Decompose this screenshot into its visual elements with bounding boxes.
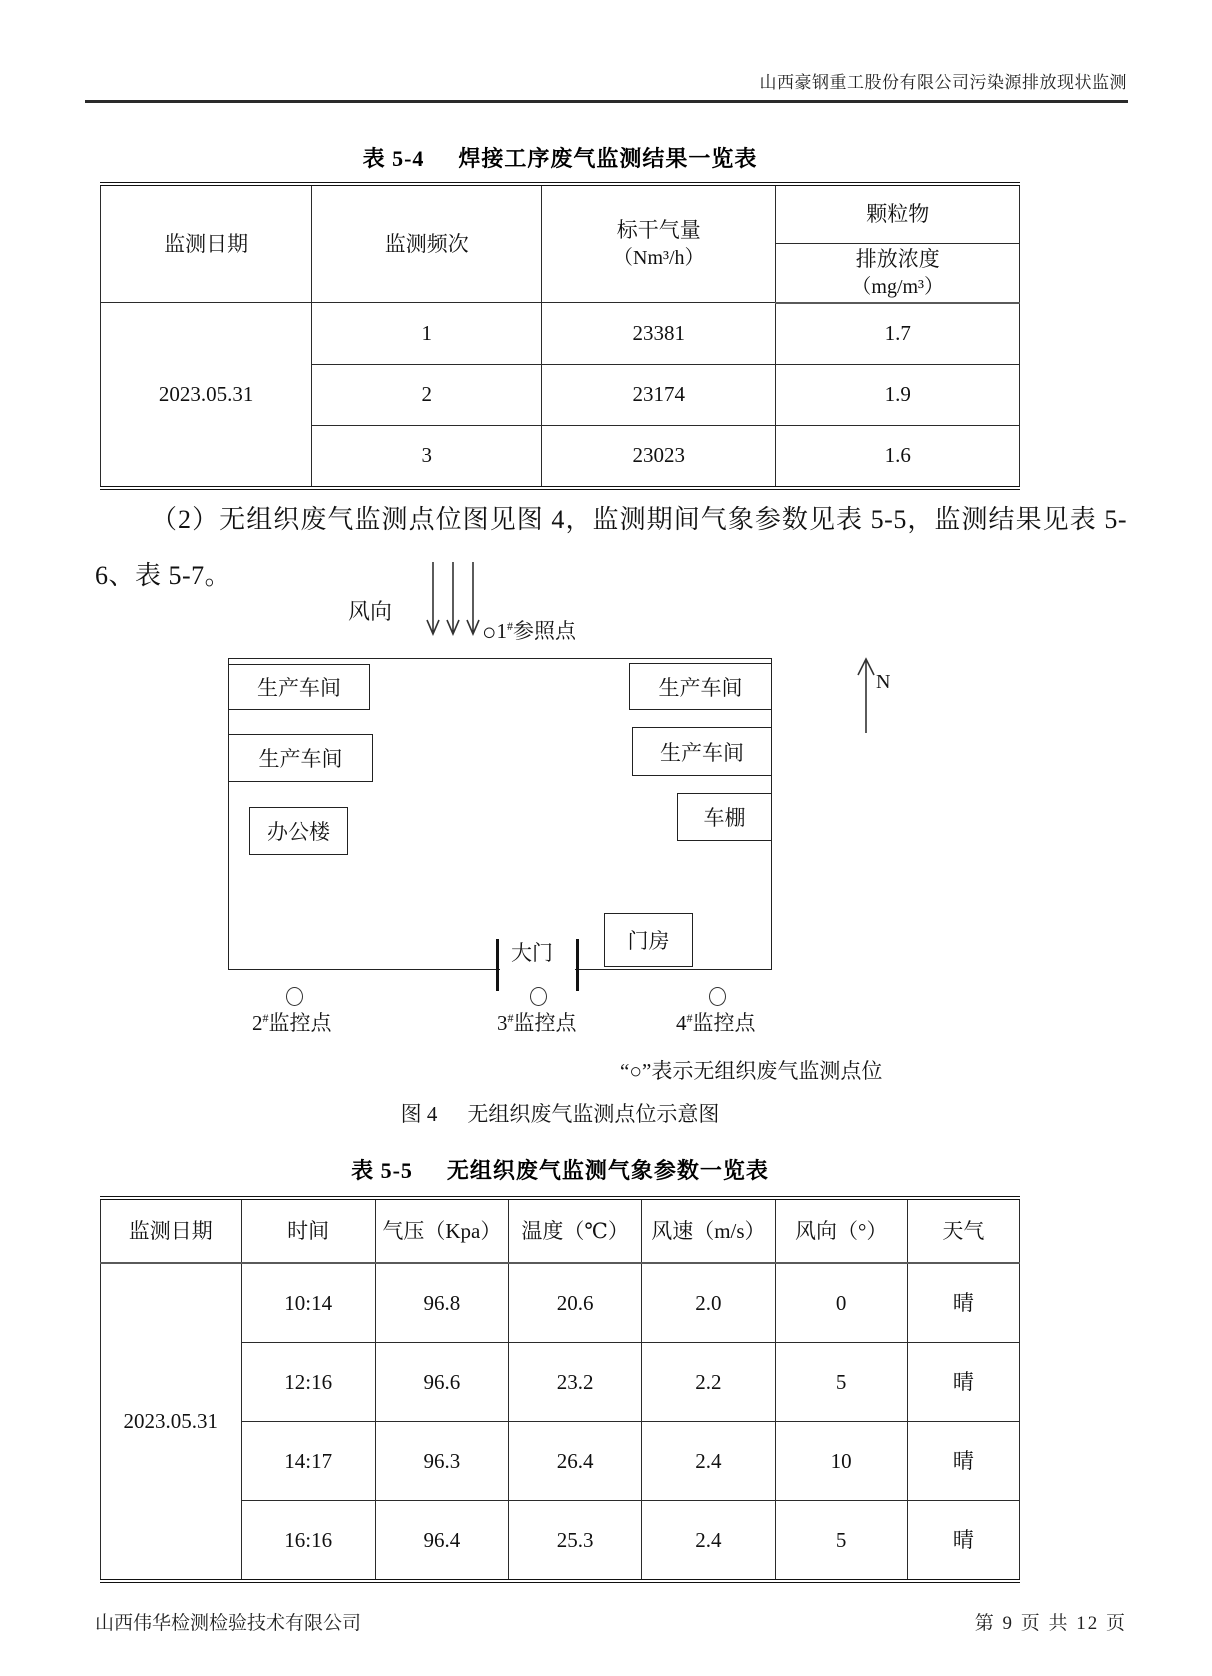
monitor-point-4-label: 4#监控点	[676, 1011, 756, 1035]
reference-point-label: ○1#参照点	[482, 619, 576, 646]
building-gatehouse: 门房	[604, 913, 693, 967]
col-header-weather: 天气	[907, 1198, 1019, 1263]
col-header-wind-dir: 风向（°）	[775, 1198, 907, 1263]
figure-site-layout	[0, 555, 1212, 1135]
gate-mark-right	[576, 939, 579, 991]
table-weather-parameters	[100, 1196, 1020, 1583]
table55-title-label: 表 5-5	[351, 1158, 413, 1183]
figure-caption-text: 无组织废气监测点位示意图	[467, 1102, 720, 1126]
col-header-particulate: 颗粒物	[776, 184, 1020, 244]
col-header-wind-speed: 风速（m/s）	[642, 1198, 775, 1263]
table-welding-gas-results	[100, 182, 1020, 490]
table55-title	[100, 1154, 1020, 1185]
header-rule	[85, 100, 1128, 103]
north-label: N	[876, 671, 891, 693]
table-row: 14:17 96.3 26.4 2.4 10 晴	[101, 1422, 1020, 1501]
gate-mark-left	[496, 939, 499, 991]
building-workshop-1: 生产车间	[228, 664, 370, 710]
building-office: 办公楼	[249, 807, 348, 855]
col-header-pressure: 气压（Kpa）	[375, 1198, 508, 1263]
table54-title-text: 焊接工序废气监测结果一览表	[458, 146, 758, 171]
wind-direction-label: 风向	[348, 599, 393, 624]
building-carshed: 车棚	[677, 793, 772, 841]
gate-label: 大门	[511, 941, 553, 965]
monitor-point-2-label: 2#监控点	[252, 1011, 332, 1035]
wind-arrows-icon	[424, 560, 484, 642]
monitor-point-icon: ○	[482, 620, 497, 646]
figure-caption	[100, 1098, 1020, 1128]
footer-page-number: 第 9 页 共 12 页	[974, 1613, 1127, 1634]
monitor-point-3-label: 3#监控点	[497, 1011, 577, 1035]
monitor-point-icon	[709, 987, 726, 1006]
col-header-gas: 标干气量 （Nm³/h）	[542, 184, 776, 303]
col-header-temperature: 温度（℃）	[509, 1198, 642, 1263]
cell-date: 2023.05.31	[101, 1263, 242, 1581]
table-row: 2 23174 1.9	[101, 364, 1020, 425]
col-header-date: 监测日期	[101, 184, 312, 303]
col-header-date: 监测日期	[101, 1198, 242, 1263]
footer-company: 山西伟华检测检验技术有限公司	[95, 1613, 362, 1634]
figure-legend: “○”表示无组织废气监测点位	[620, 1059, 883, 1083]
building-workshop-4: 生产车间	[632, 727, 772, 776]
table-row: 12:16 96.6 23.2 2.2 5 晴	[101, 1343, 1020, 1422]
col-header-freq: 监测频次	[312, 184, 542, 303]
figure-caption-label: 图 4	[400, 1102, 438, 1126]
body-paragraph: （2）无组织废气监测点位图见图 4，监测期间气象参数见表 5-5，监测结果见表 5-6、表 5-7。	[95, 505, 1127, 590]
monitor-point-icon	[530, 987, 547, 1006]
page-header-title: 山西豪钢重工股份有限公司污染源排放现状监测	[759, 73, 1127, 92]
table54-title	[100, 142, 1020, 173]
table-row: 3 23023 1.6	[101, 425, 1020, 488]
table-row: 2023.05.31 1 23381 1.7	[101, 303, 1020, 365]
col-header-concentration: 排放浓度 （mg/m³）	[776, 244, 1020, 303]
table-row: 2023.05.31 10:14 96.8 20.6 2.0 0 晴	[101, 1263, 1020, 1343]
col-header-time: 时间	[241, 1198, 375, 1263]
building-workshop-2: 生产车间	[228, 734, 373, 782]
cell-date: 2023.05.31	[101, 303, 312, 488]
table54-title-label: 表 5-4	[362, 146, 425, 171]
table55-title-text: 无组织废气监测气象参数一览表	[446, 1158, 769, 1183]
monitor-point-icon	[286, 987, 303, 1006]
building-workshop-3: 生产车间	[629, 663, 772, 710]
table-row: 16:16 96.4 25.3 2.4 5 晴	[101, 1501, 1020, 1582]
